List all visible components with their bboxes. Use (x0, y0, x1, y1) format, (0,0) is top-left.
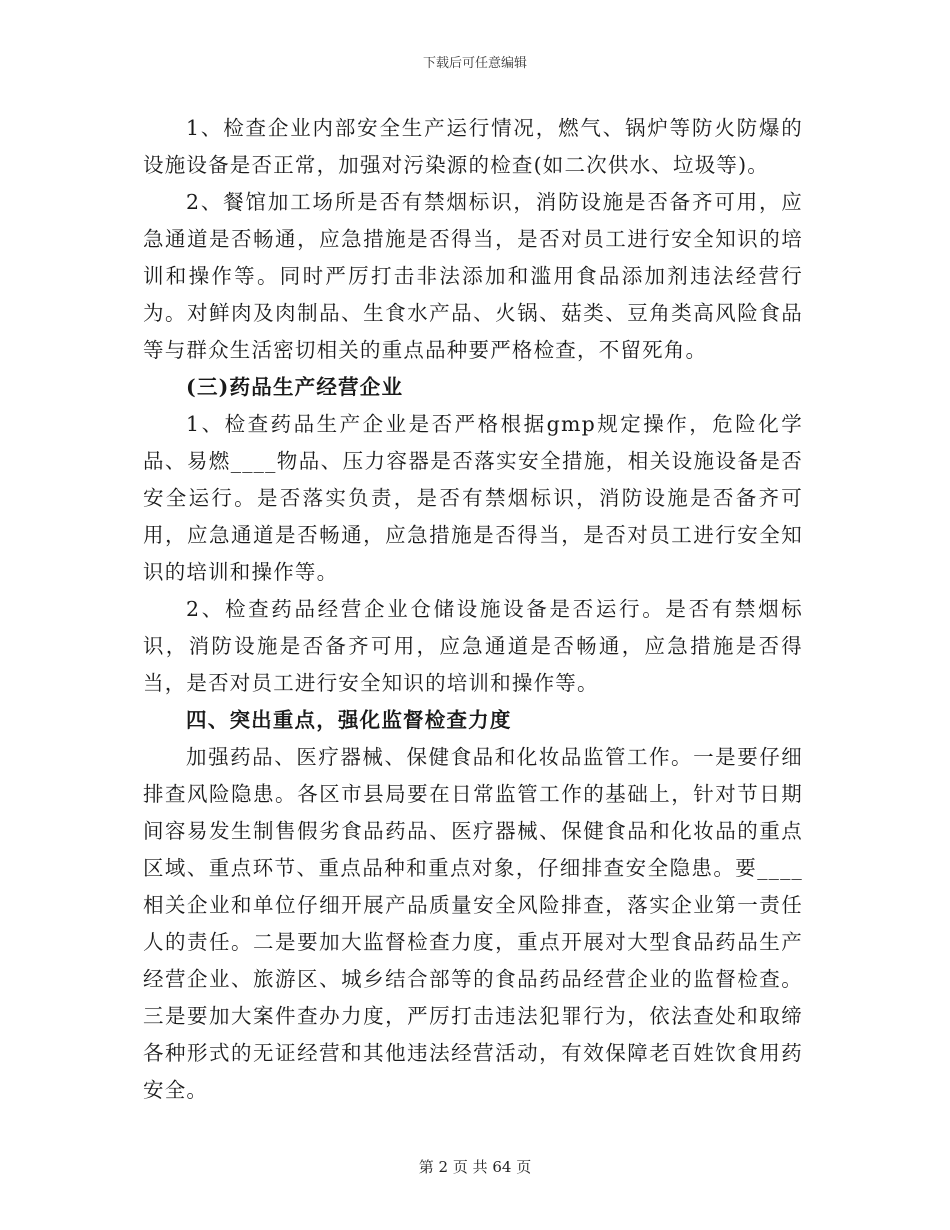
page-footer: 第 2 页 共 64 页 (418, 1158, 532, 1176)
paragraph-pharma-production: 1、检查药品生产企业是否严格根据gmp规定操作，危险化学品、易燃____物品、压力容器是否落实安全措施，相关设施设备是否安全运行。是否落实负责，是否有禁烟标识，消防设施是否备齐可用，应急通道是否畅通，应急措施是否得当，是否对员工进行安全知识的培训和操作等。 (143, 412, 803, 584)
paragraph-safety-check: 1、检查企业内部安全生产运行情况，燃气、锅炉等防火防爆的设施设备是否正常，加强对污染源的检查(如二次供水、垃圾等)。 (143, 116, 803, 177)
section-heading-pharma: (三)药品生产经营企业 (186, 375, 404, 399)
paragraph-pharma-distribution: 2、检查药品经营企业仓储设施设备是否运行。是否有禁烟标识，消防设施是否备齐可用，应急通道是否畅通，应急措施是否得当，是否对员工进行安全知识的培训和操作等。 (143, 597, 803, 695)
paragraph-restaurant-check: 2、餐馆加工场所是否有禁烟标识，消防设施是否备齐可用，应急通道是否畅通，应急措施是否得当，是否对员工进行安全知识的培训和操作等。同时严厉打击非法添加和滥用食品添加剂违法经营行为。对鲜肉及肉制品、生食水产品、火锅、菇类、豆角类高风险食品等与群众生活密切相关的重点品种要严格检查，不留死角。 (143, 190, 803, 362)
page-header: 下载后可任意编辑 (422, 56, 527, 71)
paragraph-supervision: 加强药品、医疗器械、保健食品和化妆品监管工作。一是要仔细排查风险隐患。各区市县局要在日常监管工作的基础上，针对节日期间容易发生制售假劣食品药品、医疗器械、保健食品和化妆品的重点区域、重点环节、重点品种和重点对象，仔细排查安全隐患。要____相关企业和单位仔细开展产品质量安全风险排查，落实企业第一责任人的责任。二是要加大监督检查力度，重点开展对大型食品药品生产经营企业、旅游区、城乡结合部等的食品药品经营企业的监督检查。三是要加大案件查办力度，严厉打击违法犯罪行为，依法查处和取缔各种形式的无证经营和其他违法经营活动，有效保障老百姓饮食用药安全。 (143, 745, 803, 1102)
document-body (143, 110, 803, 1109)
section-heading-supervision: 四、突出重点，强化监督检查力度 (186, 708, 512, 732)
